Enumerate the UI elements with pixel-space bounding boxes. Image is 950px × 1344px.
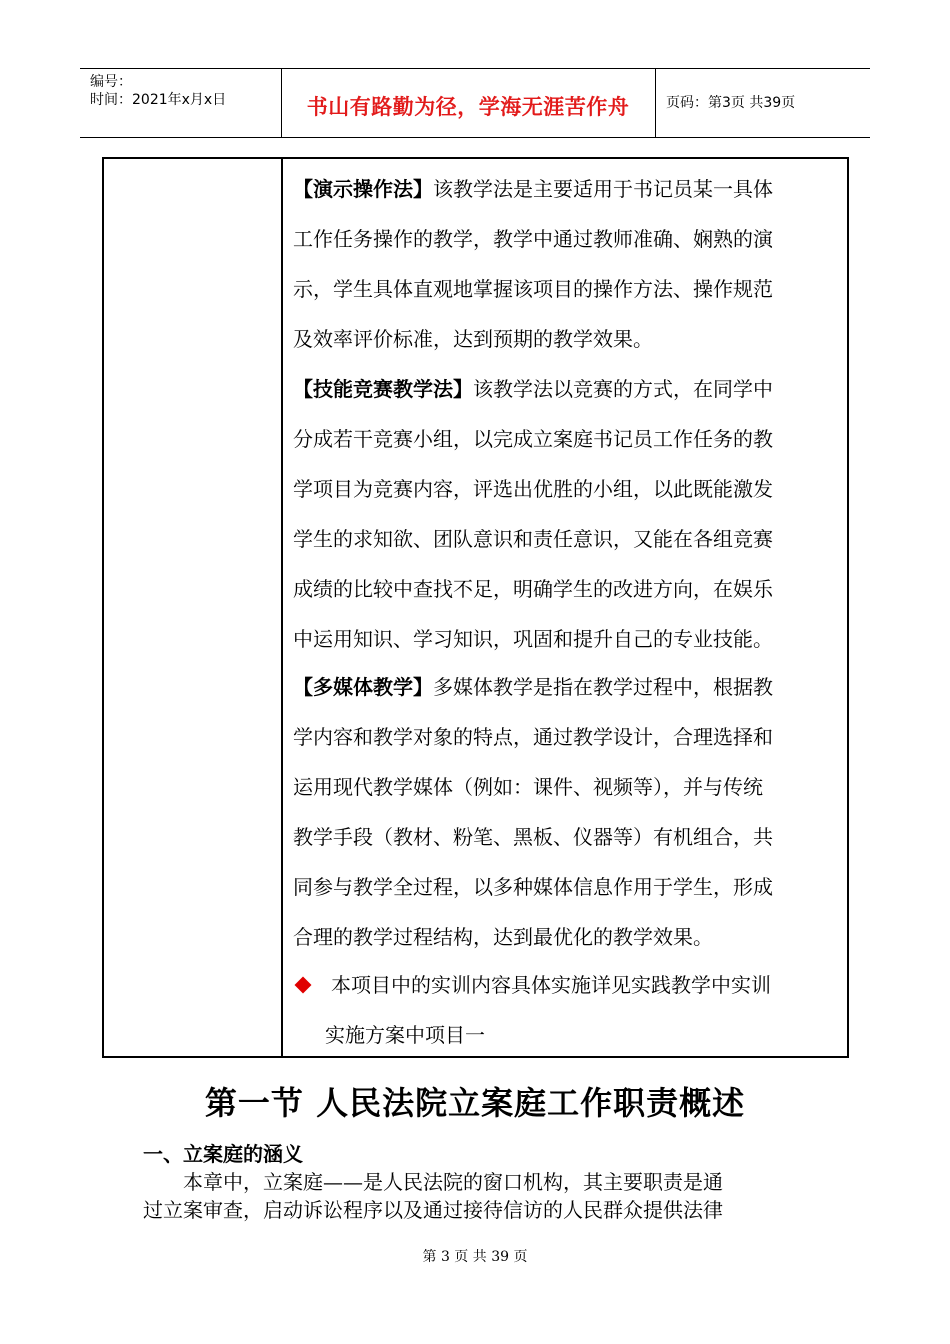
paragraph-line: 示，学生具体直观地掌握该项目的操作方法、操作规范 bbox=[293, 277, 773, 301]
date-line: 时间：2021年x月x日 bbox=[90, 92, 227, 108]
paragraph-line: 中运用知识、学习知识，巩固和提升自己的专业技能。 bbox=[293, 627, 773, 651]
number-label: 编号： bbox=[90, 74, 132, 90]
paragraph-line: 该教学法是主要适用于书记员某一具体 bbox=[433, 177, 773, 201]
paragraph-term: 【多媒体教学】 bbox=[293, 675, 433, 699]
bullet-item bbox=[293, 960, 843, 1010]
paragraph-line: 工作任务操作的教学，教学中通过教师准确、娴熟的演 bbox=[293, 227, 773, 251]
header-center-cell bbox=[281, 69, 656, 137]
paragraph-line: 成绩的比较中查找不足，明确学生的改进方向，在娱乐 bbox=[293, 577, 773, 601]
paragraph-line: 合理的教学过程结构，达到最优化的教学效果。 bbox=[293, 925, 713, 949]
page-footer: 第 3 页 共 39 页 bbox=[422, 1249, 528, 1265]
paragraph-term: 【演示操作法】 bbox=[293, 177, 433, 201]
paragraph-line: 该教学法以竞赛的方式，在同学中 bbox=[473, 377, 773, 401]
document-header bbox=[80, 68, 870, 138]
bullet-line: 本项目中的实训内容具体实施详见实践教学中实训 bbox=[331, 973, 771, 997]
body-line: 过立案审查，启动诉讼程序以及通过接待信访的人民群众提供法律 bbox=[143, 1198, 723, 1222]
paragraph-line: 学内容和教学对象的特点，通过教学设计，合理选择和 bbox=[293, 725, 773, 749]
paragraph-demonstration-method bbox=[293, 164, 839, 364]
header-page-info: 页码：第3页 共39页 bbox=[666, 95, 796, 111]
section-subtitle: 一、立案庭的涵义 bbox=[143, 1142, 303, 1166]
paragraph-multimedia-teaching bbox=[293, 662, 839, 962]
content-table bbox=[102, 157, 849, 1058]
bullet-continuation: 实施方案中项目一 bbox=[325, 1023, 485, 1047]
paragraph-skill-competition-method bbox=[293, 364, 839, 664]
header-left-cell bbox=[80, 69, 282, 137]
paragraph-line: 多媒体教学是指在教学过程中，根据教 bbox=[433, 675, 773, 699]
header-motto: 书山有路勤为径，学海无涯苦作舟 bbox=[306, 95, 630, 119]
body-line: 本章中，立案庭——是人民法院的窗口机构，其主要职责是通 bbox=[183, 1170, 723, 1194]
section-title: 第一节 人民法院立案庭工作职责概述 bbox=[204, 1084, 746, 1122]
red-diamond-bullet-icon bbox=[295, 977, 312, 994]
header-right-cell bbox=[656, 69, 870, 137]
paragraph-line: 学项目为竞赛内容，评选出优胜的小组，以此既能激发 bbox=[293, 477, 773, 501]
table-right-cell bbox=[283, 159, 847, 1056]
paragraph-line: 教学手段（教材、粉笔、黑板、仪器等）有机组合，共 bbox=[293, 825, 773, 849]
table-left-cell bbox=[104, 159, 283, 1056]
paragraph-line: 分成若干竞赛小组，以完成立案庭书记员工作任务的教 bbox=[293, 427, 773, 451]
paragraph-line: 及效率评价标准，达到预期的教学效果。 bbox=[293, 327, 653, 351]
paragraph-line: 学生的求知欲、团队意识和责任意识，又能在各组竞赛 bbox=[293, 527, 773, 551]
paragraph-line: 同参与教学全过程，以多种媒体信息作用于学生，形成 bbox=[293, 875, 773, 899]
paragraph-line: 运用现代教学媒体（例如：课件、视频等），并与传统 bbox=[293, 775, 763, 799]
paragraph-term: 【技能竞赛教学法】 bbox=[293, 377, 473, 401]
